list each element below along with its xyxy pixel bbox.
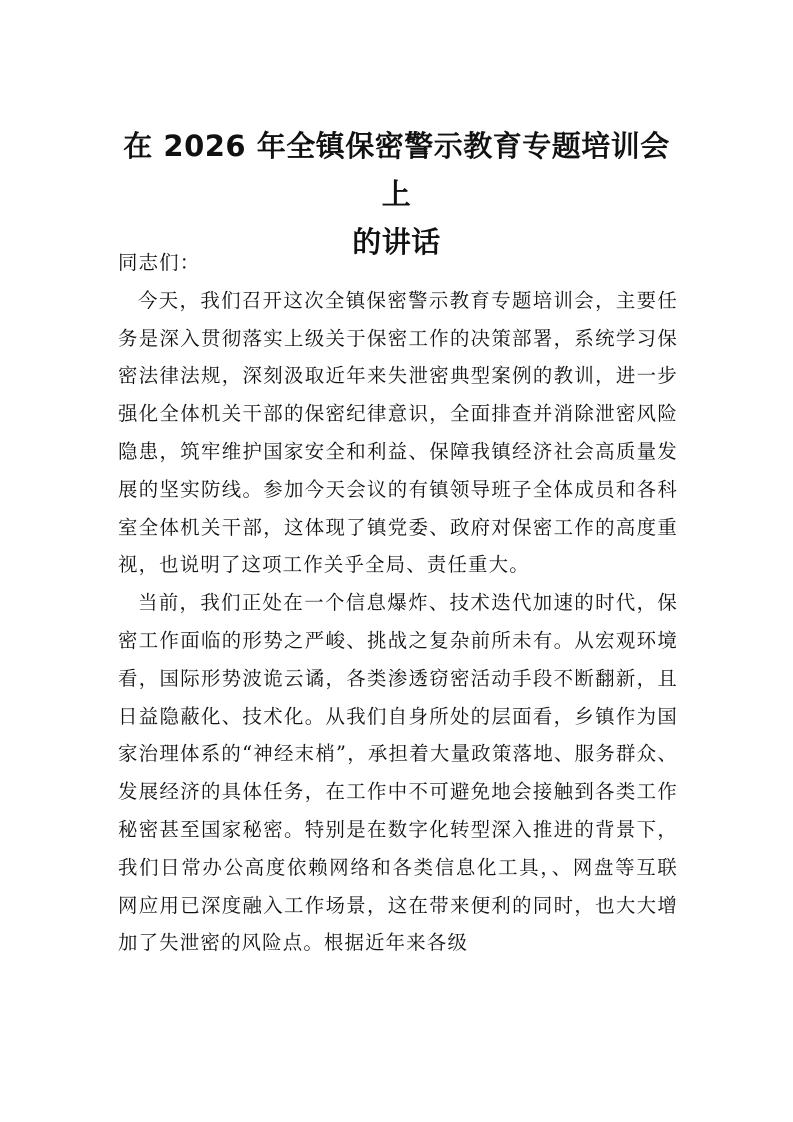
document-body	[118, 244, 678, 962]
paragraph-2: 当前，我们正处在一个信息爆炸、技术迭代加速的时代，保密工作面临的形势之严峻、挑战之复杂前所未有。从宏观环境看，国际形势波诡云谲，各类渗透窃密活动手段不断翻新，且日益隐蔽化、技术化。从我们自身所处的层面看，乡镇作为国家治理体系的“神经末梢”，承担着大量政策落地、服务群众、发展经济的具体任务，在工作中不可避免地会接触到各类工作秘密甚至国家秘密。特别是在数字化转型深入推进的背景下，我们日常办公高度依赖网络和各类信息化工具，、网盘等互联网应用已深度融入工作场景，这在带来便利的同时，也大大增加了失泄密的风险点。根据近年来各级	[118, 591, 678, 955]
title-line-2: 的讲话	[352, 225, 441, 259]
title-line-1: 在 2026 年全镇保密警示教育专题培训会上	[123, 129, 670, 211]
paragraph-1: 今天，我们召开这次全镇保密警示教育专题培训会，主要任务是深入贯彻落实上级关于保密工作的决策部署，系统学习保密法律法规，深刻汲取近年来失泄密典型案例的教训，进一步强化全体机关干部的保密纪律意识，全面排查并消除泄密风险隐患，筑牢维护国家安全和利益、保障我镇经济社会高质量发展的坚实防线。参加今天会议的有镇领导班子全体成员和各科室全体机关干部，这体现了镇党委、政府对保密工作的高度重视，也说明了这项工作关乎全局、责任重大。	[118, 288, 678, 577]
salutation: 同志们：	[118, 251, 201, 274]
